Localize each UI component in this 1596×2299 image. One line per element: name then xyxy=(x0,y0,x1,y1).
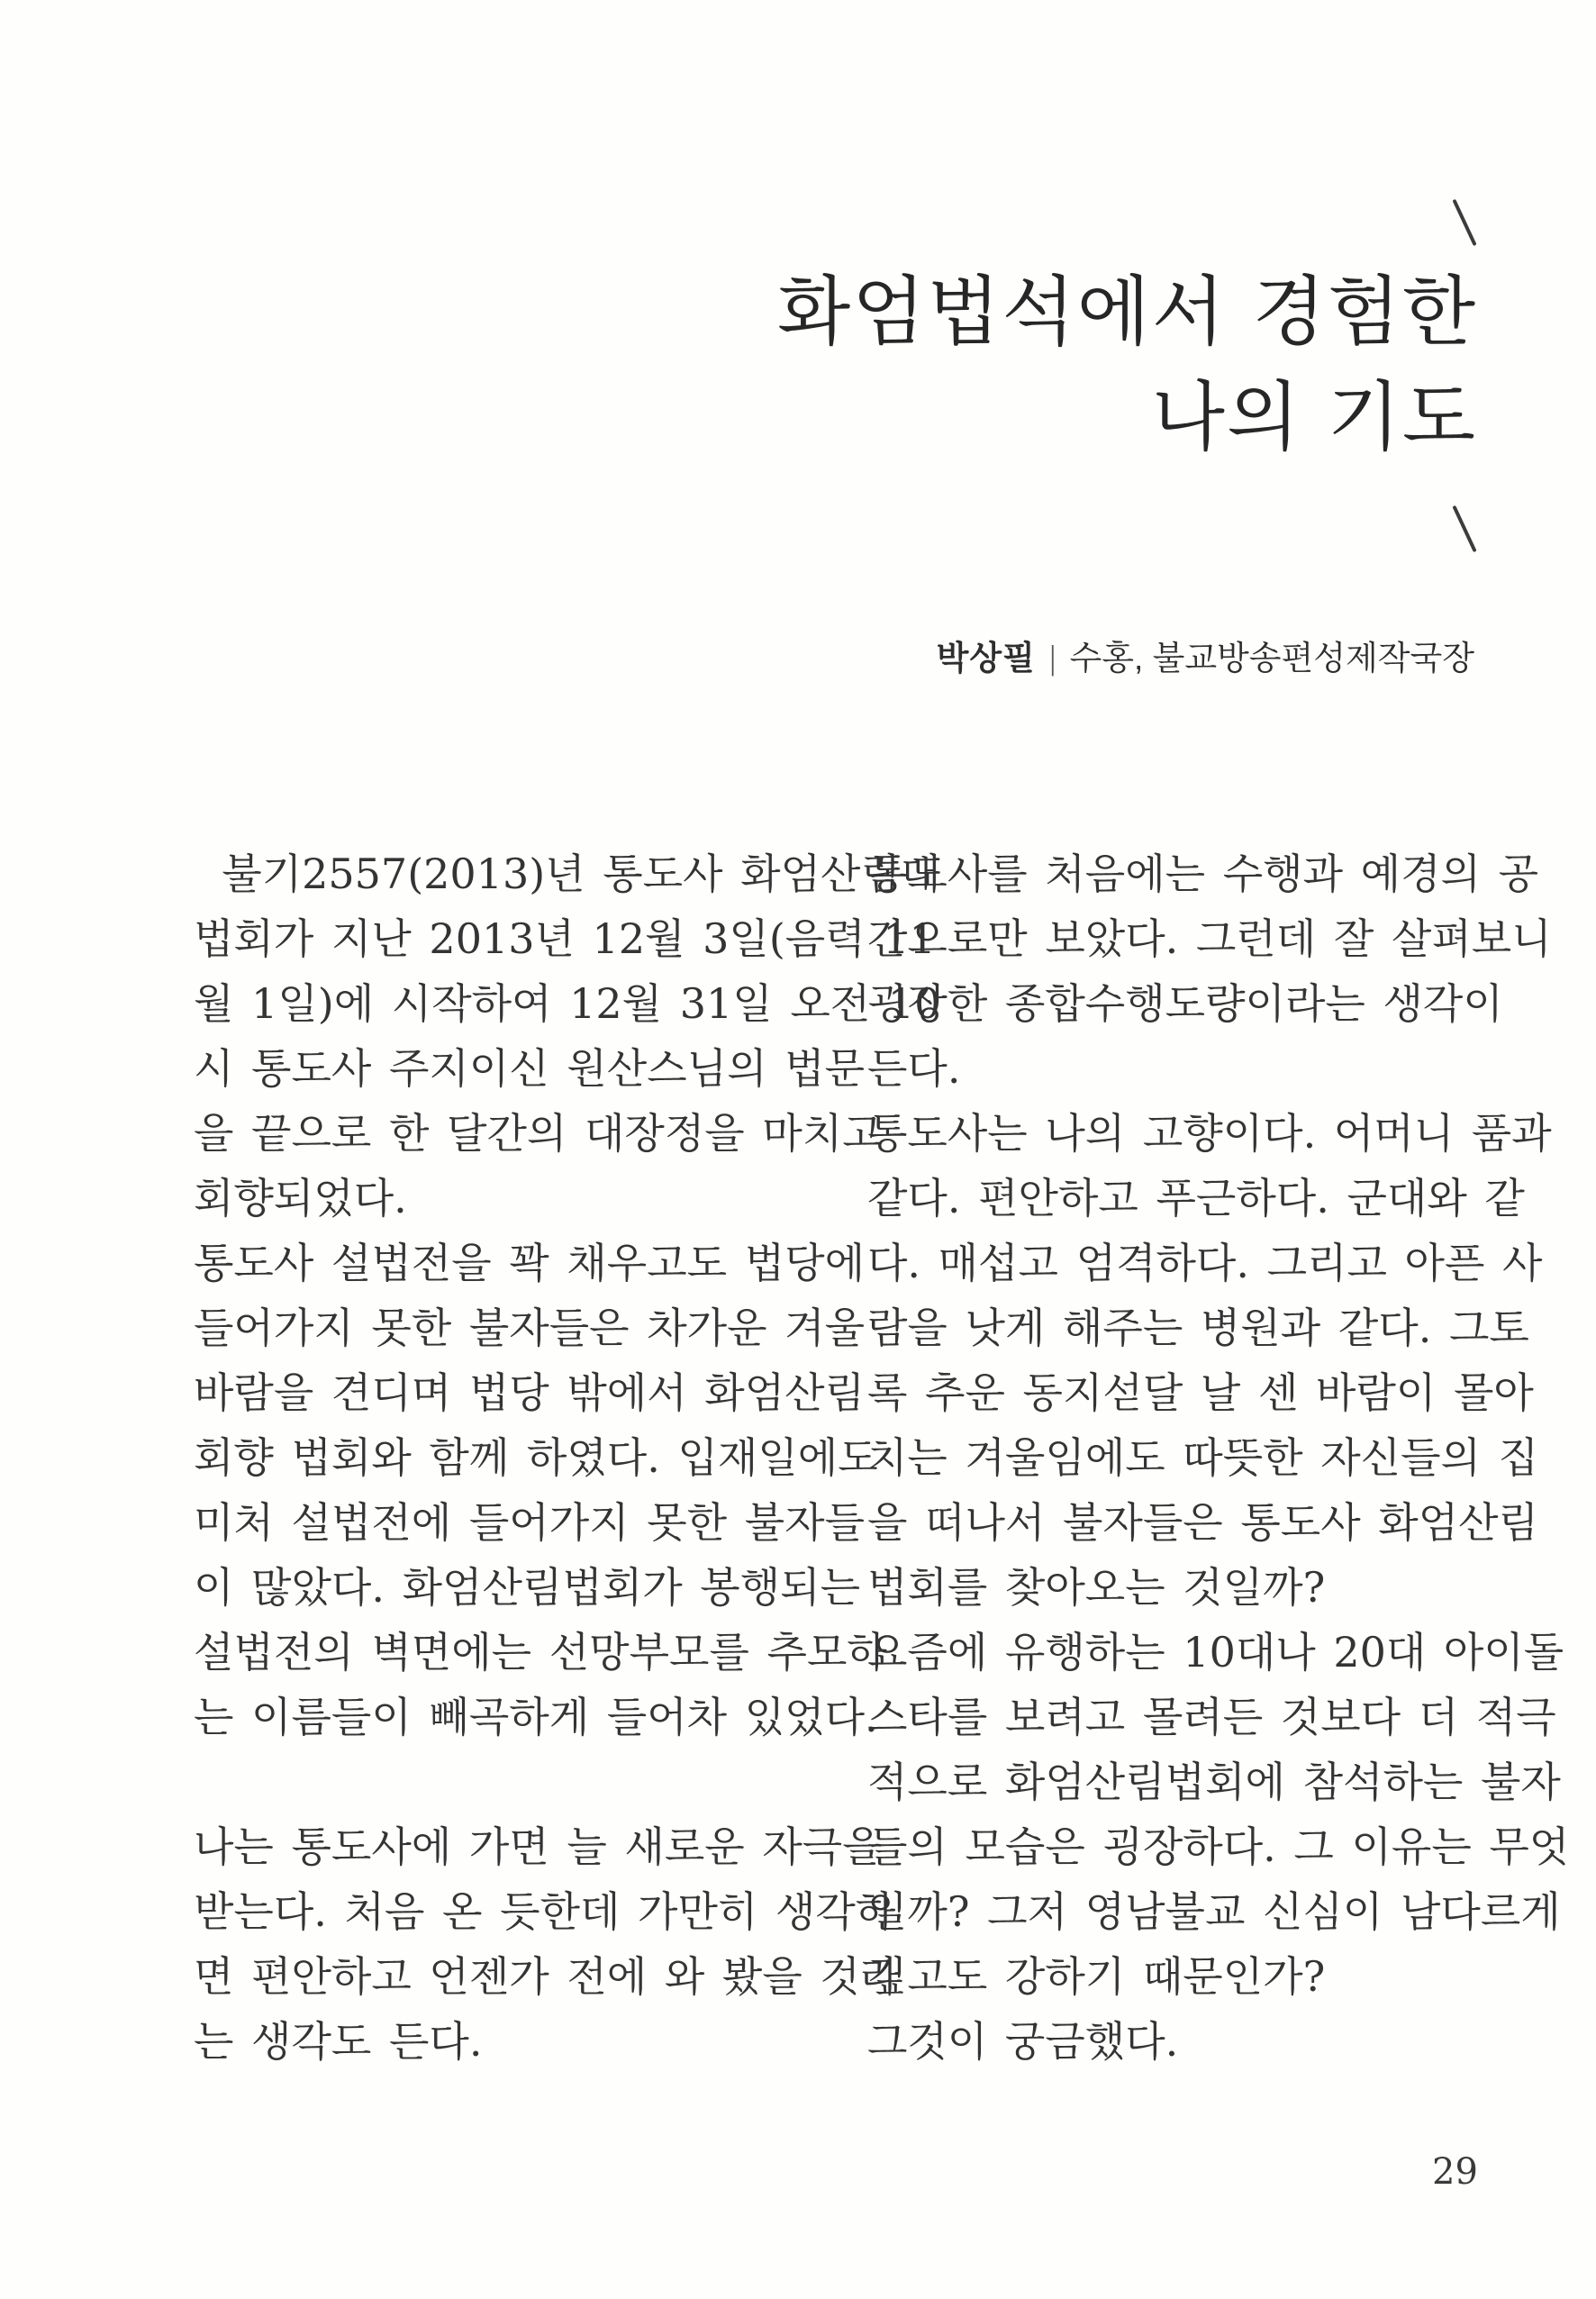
byline-separator: | xyxy=(1049,640,1056,677)
text-line: 치는 겨울임에도 따뜻한 자신들의 집 xyxy=(867,1433,1539,1482)
text-line: 불기2557(2013)년 통도사 화엄산림대 xyxy=(222,850,941,898)
article-title-line-2: 나의 기도 xyxy=(1151,373,1477,461)
text-line: 법회가 지난 2013년 12월 3일(음력 11 xyxy=(194,914,936,963)
text-line: 람을 낫게 해주는 병원과 같다. 그토 xyxy=(867,1304,1529,1352)
text-line: 는 생각도 든다. xyxy=(194,2017,483,2066)
text-line: 든다. xyxy=(867,1044,961,1093)
text-line: 일까? 그저 영남불교 신심이 남다르게 xyxy=(867,1887,1561,1936)
article-title-line-1: 화엄법석에서 경험한 xyxy=(777,268,1477,356)
text-line: 통도사를 처음에는 수행과 예경의 공 xyxy=(867,850,1539,898)
text-line: 월 1일)에 시작하여 12월 31일 오전 10 xyxy=(194,979,941,1028)
backslash-mark-bottom-icon xyxy=(1452,505,1476,552)
text-line: 그것이 궁금했다. xyxy=(867,2017,1179,2066)
text-line: 을 떠나서 불자들은 통도사 화엄산림 xyxy=(867,1498,1539,1547)
text-line: 미처 설법전에 들어가지 못한 불자들 xyxy=(194,1498,866,1547)
text-line: 록 추운 동지섣달 날 센 바람이 몰아 xyxy=(867,1368,1534,1417)
text-line: 적으로 화엄산림법회에 참석하는 불자 xyxy=(867,1758,1561,1806)
text-line: 을 끝으로 한 달간의 대장정을 마치고 xyxy=(194,1109,883,1158)
text-line: 면 편안하고 언젠가 전에 와 봤을 것라 xyxy=(194,1952,901,2001)
column-right xyxy=(867,841,1570,2074)
text-line: 이 많았다. 화엄산림법회가 봉행되는 xyxy=(194,1563,861,1612)
text-line: 깊고도 강하기 때문인가? xyxy=(867,1952,1326,2001)
text-line: 간으로만 보았다. 그런데 잘 살펴보니 xyxy=(867,914,1552,963)
text-line: 회향되었다. xyxy=(194,1174,407,1222)
text-line: 받는다. 처음 온 듯한데 가만히 생각하 xyxy=(194,1887,896,1936)
byline-affiliation: 수홍, 불교방송편성제작국장 xyxy=(1069,640,1474,677)
text-line: 굉장한 종합수행도량이라는 생각이 xyxy=(867,979,1503,1028)
byline xyxy=(937,636,1474,681)
text-line: 통도사 설법전을 꽉 채우고도 법당에 xyxy=(194,1239,866,1287)
text-line: 들어가지 못한 불자들은 차가운 겨울 xyxy=(194,1304,866,1352)
text-line: 바람을 견디며 법당 밖에서 화엄산림 xyxy=(194,1368,866,1417)
byline-author: 박상필 xyxy=(936,640,1036,677)
text-line: 는 이름들이 빼곡하게 들어차 있었다. xyxy=(194,1693,878,1741)
text-line: 다. 매섭고 엄격하다. 그리고 아픈 사 xyxy=(867,1239,1543,1287)
text-line: 통도사는 나의 고향이다. 어머니 품과 xyxy=(867,1109,1552,1158)
text-line xyxy=(194,1749,817,1814)
text-line: 법회를 찾아오는 것일까? xyxy=(867,1563,1326,1612)
text-line: 시 통도사 주지이신 원산스님의 법문 xyxy=(194,1044,866,1093)
text-line: 요즘에 유행하는 10대나 20대 아이돌 xyxy=(867,1628,1564,1677)
text-line: 나는 통도사에 가면 늘 새로운 자극을 xyxy=(194,1822,883,1871)
text-line: 같다. 편안하고 푸근하다. 군대와 같 xyxy=(867,1174,1525,1222)
text-line: 설법전의 벽면에는 선망부모를 추모하 xyxy=(194,1628,887,1677)
text-line: 스타를 보려고 몰려든 것보다 더 적극 xyxy=(867,1693,1556,1741)
text-line: 회향 법회와 함께 하였다. 입재일에도 xyxy=(194,1433,878,1482)
backslash-mark-top-icon xyxy=(1452,199,1476,246)
column-left xyxy=(194,841,941,2074)
article-title xyxy=(777,259,1477,470)
page-number: 29 xyxy=(1432,2151,1478,2193)
text-line: 들의 모습은 굉장하다. 그 이유는 무엇 xyxy=(867,1822,1570,1871)
